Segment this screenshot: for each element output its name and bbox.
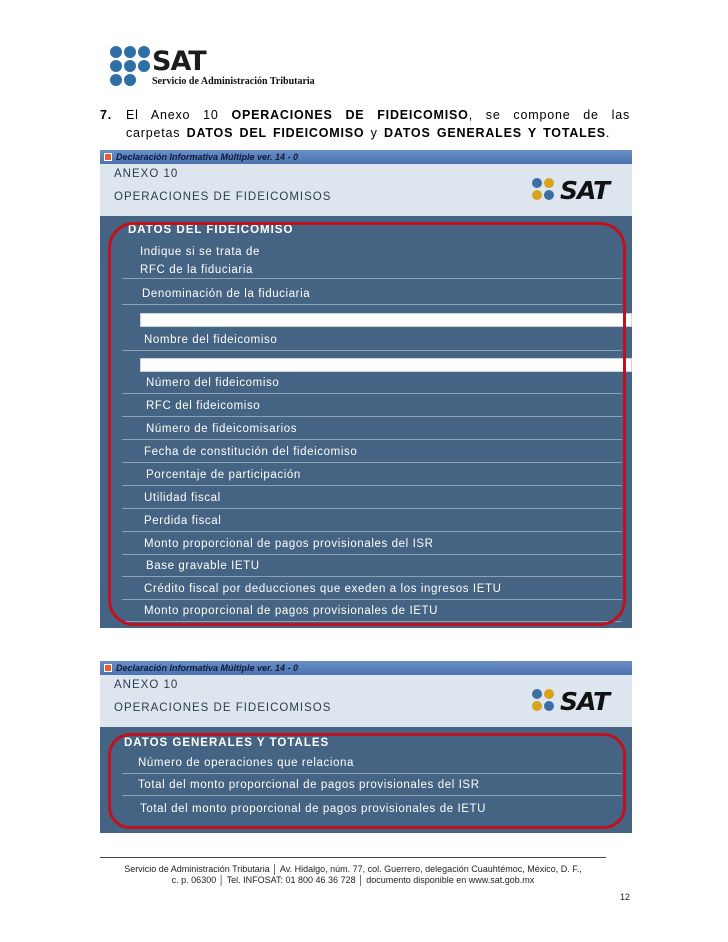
intro-bold-folder-2: DATOS GENERALES Y TOTALES (384, 126, 606, 140)
intro-text-4: . (605, 126, 611, 140)
field-label: Total del monto proporcional de pagos provisionales de IETU (140, 803, 487, 815)
field-label: Monto proporcional de pagos provisionales del ISR (144, 538, 434, 550)
window-titlebar (100, 150, 632, 164)
app-icon (104, 664, 112, 672)
form-body (100, 216, 632, 628)
screenshot-datos-fideicomiso (100, 150, 632, 628)
intro-text-2: , se compone de las carpetas (126, 108, 630, 140)
field-divider (122, 576, 622, 577)
field-label: Número de fideicomisarios (146, 423, 298, 435)
sat-badge-dots-icon (532, 178, 560, 206)
annex-label: ANEXO 10 (114, 679, 179, 691)
window-titlebar (100, 661, 632, 675)
intro-text-1: El Anexo 10 (126, 108, 232, 122)
logo-subtitle: Servicio de Administración Tributaria (152, 76, 315, 87)
field-label: RFC de la fiduciaria (140, 264, 253, 276)
window-title: Declaración Informativa Múltiple ver. 14 - 0 (116, 663, 299, 673)
sat-badge-word: SAT (560, 176, 610, 205)
field-divider (122, 485, 622, 486)
nombre-input[interactable] (140, 358, 632, 372)
field-label: Nombre del fideicomiso (144, 334, 278, 346)
field-label: RFC del fideicomiso (146, 400, 261, 412)
footer-line-1: Servicio de Administración Tributaria │ Av. Hidalgo, núm. 77, col. Guerrero, delegación Cuauhtémoc, México, D. F., (124, 864, 582, 874)
field-label: Utilidad fiscal (144, 492, 221, 504)
sat-badge (532, 174, 624, 210)
form-header (100, 675, 632, 727)
folder-title: DATOS DEL FIDEICOMISO (128, 224, 294, 236)
section-title: OPERACIONES DE FIDEICOMISOS (114, 191, 332, 203)
field-label: Porcentaje de participación (146, 469, 301, 481)
sat-logo (108, 44, 328, 92)
field-divider (122, 350, 622, 351)
field-label: Número del fideicomiso (146, 377, 280, 389)
field-divider (122, 531, 622, 532)
annex-label: ANEXO 10 (114, 168, 179, 180)
sat-badge (532, 685, 624, 721)
page-footer (100, 864, 606, 886)
form-header (100, 164, 632, 216)
field-divider (122, 599, 622, 600)
intro-text-3: y (364, 126, 384, 140)
field-label: Perdida fiscal (144, 515, 222, 527)
field-divider (122, 621, 622, 622)
folder-title: DATOS GENERALES Y TOTALES (124, 737, 330, 749)
field-divider (122, 439, 622, 440)
field-divider (122, 462, 622, 463)
step-number: 7. (100, 108, 113, 122)
denominacion-input[interactable] (140, 313, 632, 327)
field-divider (122, 554, 622, 555)
page-number: 12 (619, 892, 630, 902)
field-label: Indique si se trata de (140, 246, 260, 258)
field-label: Crédito fiscal por deducciones que exeden a los ingresos IETU (144, 583, 502, 595)
form-body (100, 727, 632, 833)
field-divider (122, 795, 622, 796)
footer-line-2: c. p. 06300 │ Tel. INFOSAT: 01 800 46 36 728 │ documento disponible en www.sat.gob.mx (171, 875, 535, 885)
intro-paragraph (100, 106, 630, 142)
logo-name: SAT (152, 46, 206, 77)
intro-bold-folder-1: DATOS DEL FIDEICOMISO (186, 126, 365, 140)
field-divider (122, 773, 622, 774)
field-label: Monto proporcional de pagos provisionales de IETU (144, 605, 439, 617)
field-label: Fecha de constitución del fideicomiso (144, 446, 358, 458)
footer-rule (100, 857, 606, 858)
intro-text (126, 106, 630, 142)
field-divider (122, 278, 622, 279)
app-icon (104, 153, 112, 161)
intro-bold-annex: OPERACIONES DE FIDEICOMISO (231, 108, 469, 122)
field-label: Denominación de la fiduciaria (142, 288, 311, 300)
field-divider (122, 393, 622, 394)
field-divider (122, 416, 622, 417)
field-label: Base gravable IETU (146, 560, 260, 572)
field-label: Total del monto proporcional de pagos provisionales del ISR (138, 779, 480, 791)
field-divider (122, 508, 622, 509)
sat-badge-dots-icon (532, 689, 560, 717)
screenshot-datos-generales (100, 661, 632, 833)
sat-logo-dots-icon (108, 44, 152, 88)
field-label: Número de operaciones que relaciona (138, 757, 354, 769)
sat-badge-word: SAT (560, 687, 610, 716)
field-divider (122, 304, 622, 305)
window-title: Declaración Informativa Múltiple ver. 14 - 0 (116, 152, 299, 162)
section-title: OPERACIONES DE FIDEICOMISOS (114, 702, 332, 714)
